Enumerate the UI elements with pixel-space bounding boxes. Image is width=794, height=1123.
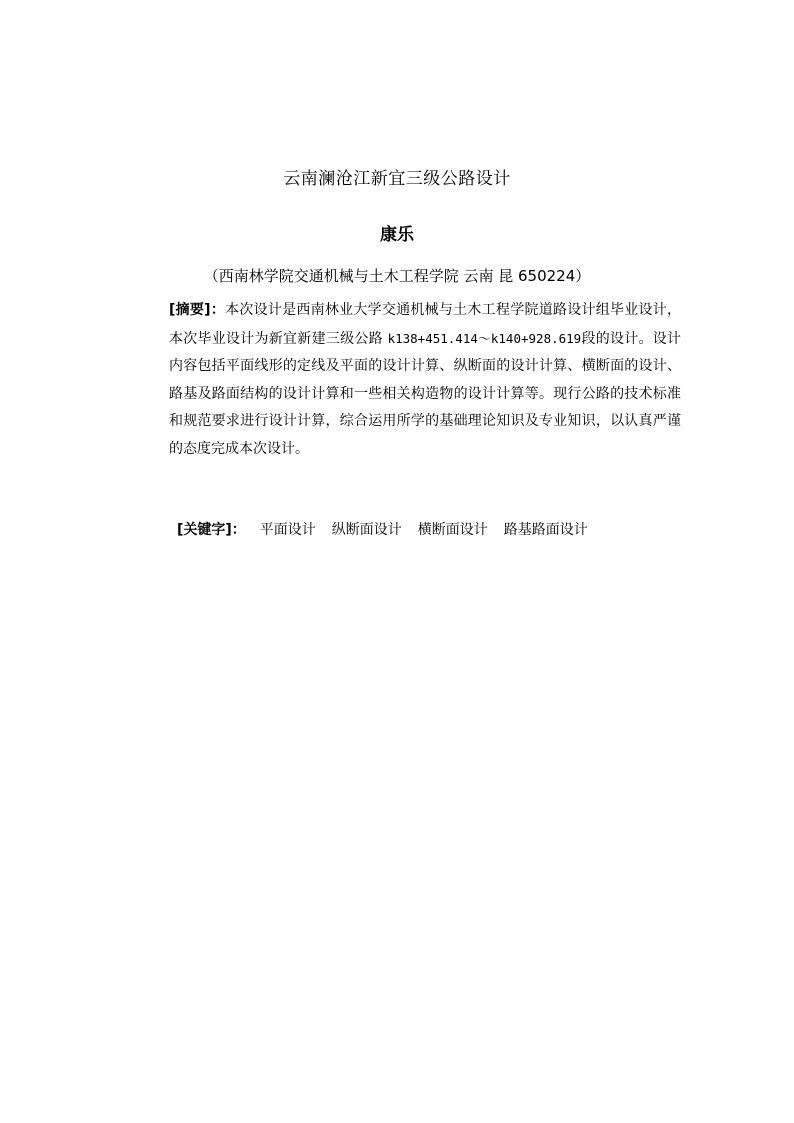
- document-title: 云南澜沧江新宜三级公路设计: [283, 169, 511, 189]
- keywords-label: [关键字]：: [177, 522, 246, 538]
- keyword-item: 纵断面设计: [331, 522, 402, 538]
- keyword-item: 横断面设计: [417, 522, 488, 538]
- abstract-paragraph: [169, 297, 681, 463]
- keywords-line: [177, 517, 697, 544]
- abstract-text-part2: 段的设计。设计内容包括平面线形的定线及平面的设计计算、纵断面的设计计算、横断面的设计、路基及路面结构的设计计算和一些相关构造物的设计计算等。现行公路的技术标准和规范要求进行设计计算，综合运用所学的基础理论知识及专业知识，以认真严谨的态度完成本次设计。: [169, 330, 682, 457]
- abstract-text-part1: 本次设计是西南林业大学交通机械与土木工程学院道路设计组毕业设计，本次毕业设计为新宜新建三级公路: [169, 302, 682, 347]
- abstract-range: k138+451.414～k140+928.619: [387, 330, 582, 346]
- author-affiliation: （西南林学院交通机械与土木工程学院 云南 昆 650224）: [203, 267, 591, 285]
- keyword-item: 平面设计: [259, 522, 316, 538]
- keyword-item: 路基路面设计: [503, 522, 588, 538]
- abstract-label: [摘要]：: [169, 302, 226, 318]
- author-name: 康乐: [380, 225, 414, 245]
